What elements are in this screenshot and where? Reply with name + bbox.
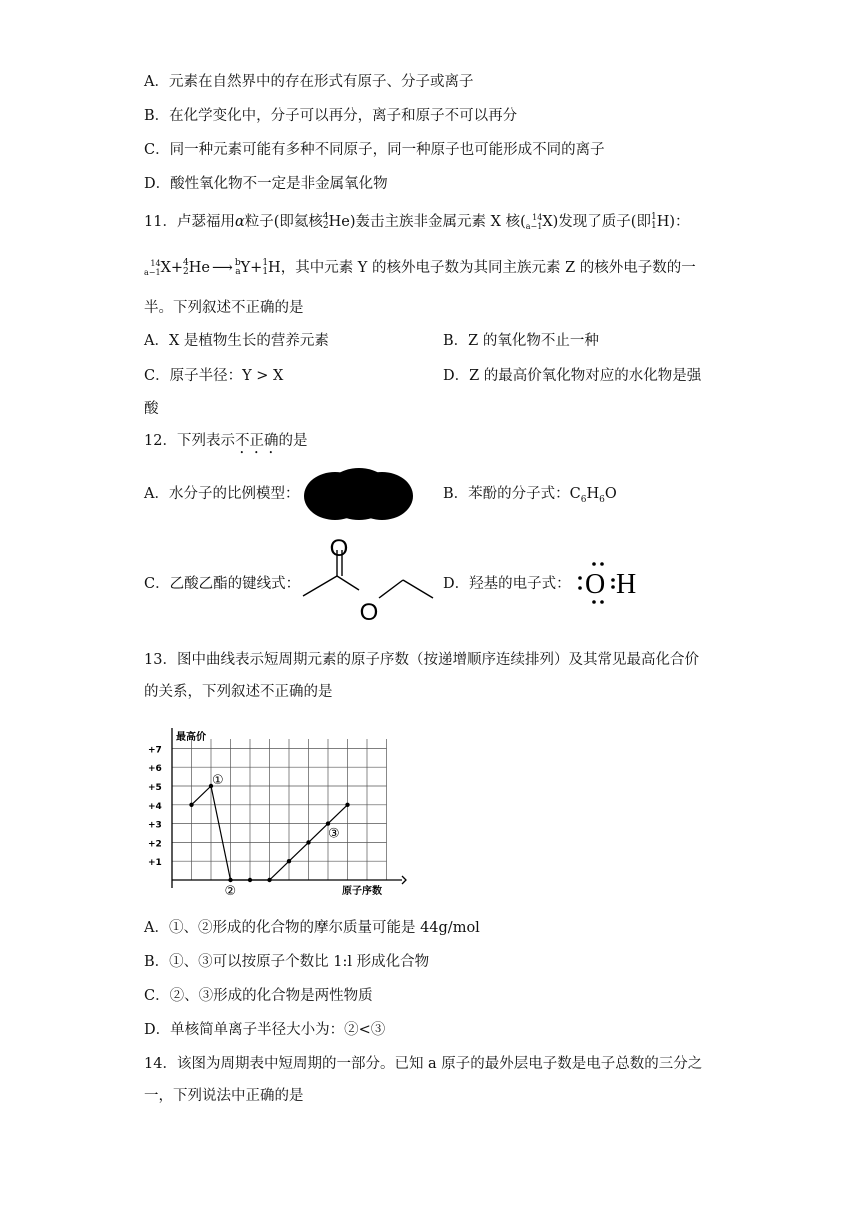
y-tick-label: +6	[148, 764, 162, 775]
x-axis-label: 原子序数	[342, 886, 382, 897]
data-point	[326, 821, 330, 825]
y-tick-label: +7	[148, 745, 162, 756]
chart-grid	[172, 739, 387, 880]
q13-option-c: C．②、③形成的化合物是两性物质	[144, 988, 373, 1004]
electron-dot	[600, 562, 604, 566]
ethyl-acetate-skeletal-formula	[295, 536, 440, 628]
data-point	[189, 803, 193, 807]
q11-stem-line1: 11．卢瑟福用α粒子(即氦核4 2He)轰击主族非金属元素 X 核( 14 a−1X)发现了质子(即1 1H)：	[144, 212, 690, 231]
y-tick-label: +3	[148, 820, 162, 831]
electron-dot	[611, 578, 615, 582]
hydroxyl-electron-formula	[576, 558, 646, 608]
data-point	[267, 878, 271, 882]
carbonyl-oxygen: O	[329, 536, 349, 562]
electron-dot	[578, 586, 582, 590]
data-point	[248, 878, 252, 882]
q14-stem-line1: 14．该图为周期表中短周期的一部分。已知 a 原子的最外层电子数是电子总数的三分之	[144, 1056, 703, 1072]
q10-option-d: D．酸性氧化物不一定是非金属氧化物	[144, 176, 388, 192]
water-space-filling-model	[300, 466, 418, 524]
electron-dot	[611, 585, 615, 589]
annotation-3: ③	[328, 826, 340, 842]
q12-option-d: D．羟基的电子式：	[443, 576, 571, 592]
y-tick-label: +4	[148, 801, 162, 812]
electron-dot	[578, 576, 582, 580]
electron-dot	[600, 600, 604, 604]
valence-chart	[144, 722, 408, 898]
q11-option-b: B．Z 的氧化物不止一种	[443, 333, 599, 349]
q10-option-a: A．元素在自然界中的存在形式有原子、分子或离子	[144, 74, 474, 90]
q11-stem-line3: 半。下列叙述不正确的是	[144, 300, 304, 316]
electron-formula-oxygen: O	[585, 569, 606, 600]
data-point	[306, 840, 310, 844]
electron-formula-hydrogen: H	[616, 569, 637, 600]
q11-option-d-cont: 酸	[144, 401, 159, 417]
annotation-1: ①	[212, 773, 224, 788]
y-tick-label: +5	[148, 783, 162, 793]
q12-option-c: C．乙酸乙酯的键线式：	[144, 576, 301, 592]
y-axis-label: 最高价	[176, 732, 206, 743]
data-point	[228, 878, 232, 882]
q12-stem: 12．下列表示不正确的是	[144, 433, 308, 449]
q12-option-b: B．苯酚的分子式：$C_6H_6O$	[443, 486, 617, 505]
electron-dot	[592, 562, 596, 566]
ester-oxygen: O	[359, 599, 379, 626]
y-tick-label: +2	[148, 839, 162, 850]
q10-option-b: B．在化学变化中，分子可以再分，离子和原子不可以再分	[144, 108, 518, 124]
annotation-2: ②	[224, 884, 237, 898]
q14-stem-line2: 一，下列说法中正确的是	[144, 1088, 304, 1104]
q13-option-d: D．单核简单离子半径大小为：②<③	[144, 1022, 386, 1038]
q11-option-c: C．原子半径：Y > X	[144, 368, 284, 384]
q13-option-b: B．①、③可以按原子个数比 1:l 形成化合物	[144, 954, 430, 970]
q13-stem-line2: 的关系，下列叙述不正确的是	[144, 684, 333, 700]
q13-stem-line1: 13．图中曲线表示短周期元素的原子序数（按递增顺序连续排列）及其常见最高化合价	[144, 652, 699, 668]
data-point	[345, 803, 349, 807]
q10-option-c: C．同一种元素可能有多种不同原子，同一种原子也可能形成不同的离子	[144, 142, 605, 158]
q11-option-a: A．X 是植物生长的营养元素	[144, 333, 329, 349]
q13-option-a: A．①、②形成的化合物的摩尔质量可能是 44g/mol	[144, 920, 480, 936]
reaction-arrow-icon: ⟶	[212, 260, 233, 276]
data-point	[287, 859, 291, 863]
q11-option-d: D．Z 的最高价氧化物对应的水化物是强	[443, 368, 702, 384]
x-axis-arrow	[402, 876, 406, 884]
y-tick-label: +1	[148, 858, 162, 869]
q12-option-a: A．水分子的比例模型：	[144, 486, 300, 502]
electron-dot	[592, 600, 596, 604]
q11-equation-line: 14 a−1X+4 2He ⟶ b aY+1 1H，其中元素 Y 的核外电子数为其同主族元素 Z 的核外电子数的一	[144, 258, 696, 277]
y-tick-labels	[148, 745, 162, 868]
